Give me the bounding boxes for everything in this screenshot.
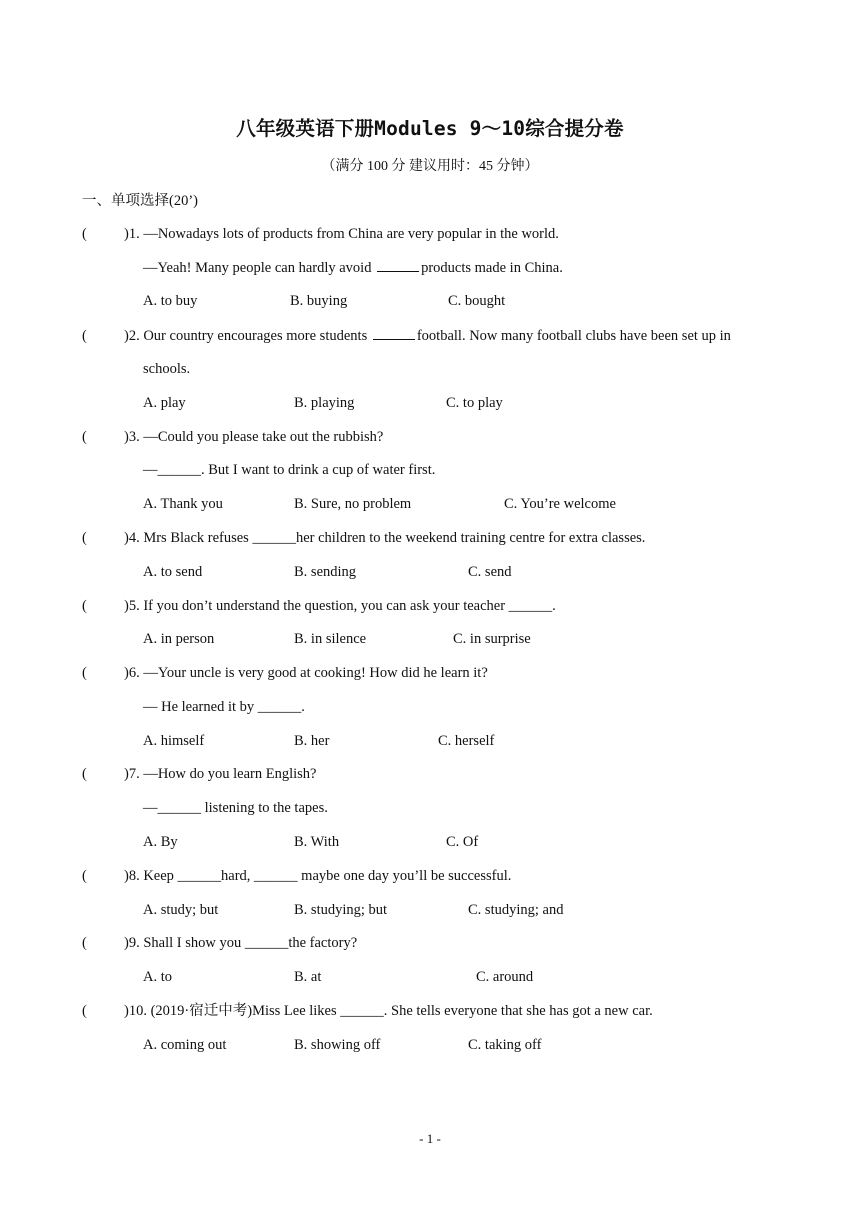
- page-number: - 1 -: [419, 1131, 441, 1146]
- answer-paren: (: [82, 328, 87, 344]
- question-stem: )5. If you don’t understand the question, you can ask your teacher ______.: [124, 598, 556, 614]
- option-a: A. play: [143, 395, 186, 411]
- question-stem: )2. Our country encourages more students: [124, 328, 371, 344]
- option-c: C. herself: [438, 733, 495, 749]
- question-stem: )3. —Could you please take out the rubbish?: [124, 429, 384, 445]
- option-a: A. study; but: [143, 902, 219, 918]
- option-c: C. in surprise: [453, 631, 531, 647]
- question-stem: )4. Mrs Black refuses ______her children to the weekend training centre for extra classes.: [124, 530, 646, 546]
- section-heading: 一、单项选择(20’): [82, 193, 198, 209]
- page-subtitle: （满分 100 分 建议用时：45 分钟）: [321, 159, 539, 174]
- option-b: B. studying; but: [294, 902, 388, 918]
- answer-paren: (: [82, 1003, 87, 1019]
- option-b: B. showing off: [294, 1037, 381, 1053]
- question-stem: football. Now many football clubs have been set up in: [416, 328, 731, 344]
- question-text: products made in China.: [421, 260, 563, 276]
- option-b: B. Sure, no problem: [294, 496, 412, 512]
- question-text: —Yeah! Many people can hardly avoid: [143, 260, 376, 276]
- question-stem: )10. (2019·宿迁中考)Miss Lee likes ______. She tells everyone that she has got a new car.: [124, 1003, 653, 1019]
- question-stem: )1. —Nowadays lots of products from China are very popular in the world.: [124, 226, 559, 242]
- question-text: — He learned it by ______.: [143, 699, 305, 715]
- question-text: schools.: [143, 361, 191, 377]
- option-c: C. studying; and: [468, 902, 564, 918]
- option-b: B. buying: [290, 293, 348, 309]
- option-b: B. playing: [294, 395, 355, 411]
- blank: [373, 329, 415, 340]
- option-c: C. You’re welcome: [504, 496, 616, 512]
- question-stem: )8. Keep ______hard, ______ maybe one day you’ll be successful.: [124, 868, 512, 884]
- blank: [377, 261, 419, 272]
- option-b: B. at: [294, 969, 322, 985]
- question-stem: )7. —How do you learn English?: [124, 766, 317, 782]
- option-b: B. With: [294, 834, 340, 850]
- question-text: —______ listening to the tapes.: [143, 800, 328, 816]
- option-c: C. send: [468, 564, 512, 580]
- option-c: C. Of: [446, 834, 479, 850]
- option-b: B. her: [294, 733, 330, 749]
- question-stem: )9. Shall I show you ______the factory?: [124, 935, 358, 951]
- option-a: A. to buy: [143, 293, 198, 309]
- option-a: A. By: [143, 834, 178, 850]
- answer-paren: (: [82, 868, 87, 884]
- option-a: A. to send: [143, 564, 203, 580]
- question-stem: )6. —Your uncle is very good at cooking! How did he learn it?: [124, 665, 488, 681]
- option-a: A. Thank you: [143, 496, 223, 512]
- option-a: A. himself: [143, 733, 205, 749]
- page-title: 八年级英语下册Modules 9～10综合提分卷: [236, 117, 624, 140]
- option-c: C. around: [476, 969, 534, 985]
- option-c: C. to play: [446, 395, 503, 411]
- option-c: C. taking off: [468, 1037, 542, 1053]
- answer-paren: (: [82, 598, 87, 614]
- option-b: B. in silence: [294, 631, 367, 647]
- answer-paren: (: [82, 935, 87, 951]
- option-c: C. bought: [448, 293, 506, 309]
- question-text: —______. But I want to drink a cup of water first.: [143, 462, 436, 478]
- option-a: A. coming out: [143, 1037, 227, 1053]
- option-a: A. to: [143, 969, 172, 985]
- answer-paren: (: [82, 665, 87, 681]
- answer-paren: (: [82, 429, 87, 445]
- option-b: B. sending: [294, 564, 357, 580]
- answer-paren: (: [82, 766, 87, 782]
- answer-paren: (: [82, 226, 87, 242]
- answer-paren: (: [82, 530, 87, 546]
- option-a: A. in person: [143, 631, 215, 647]
